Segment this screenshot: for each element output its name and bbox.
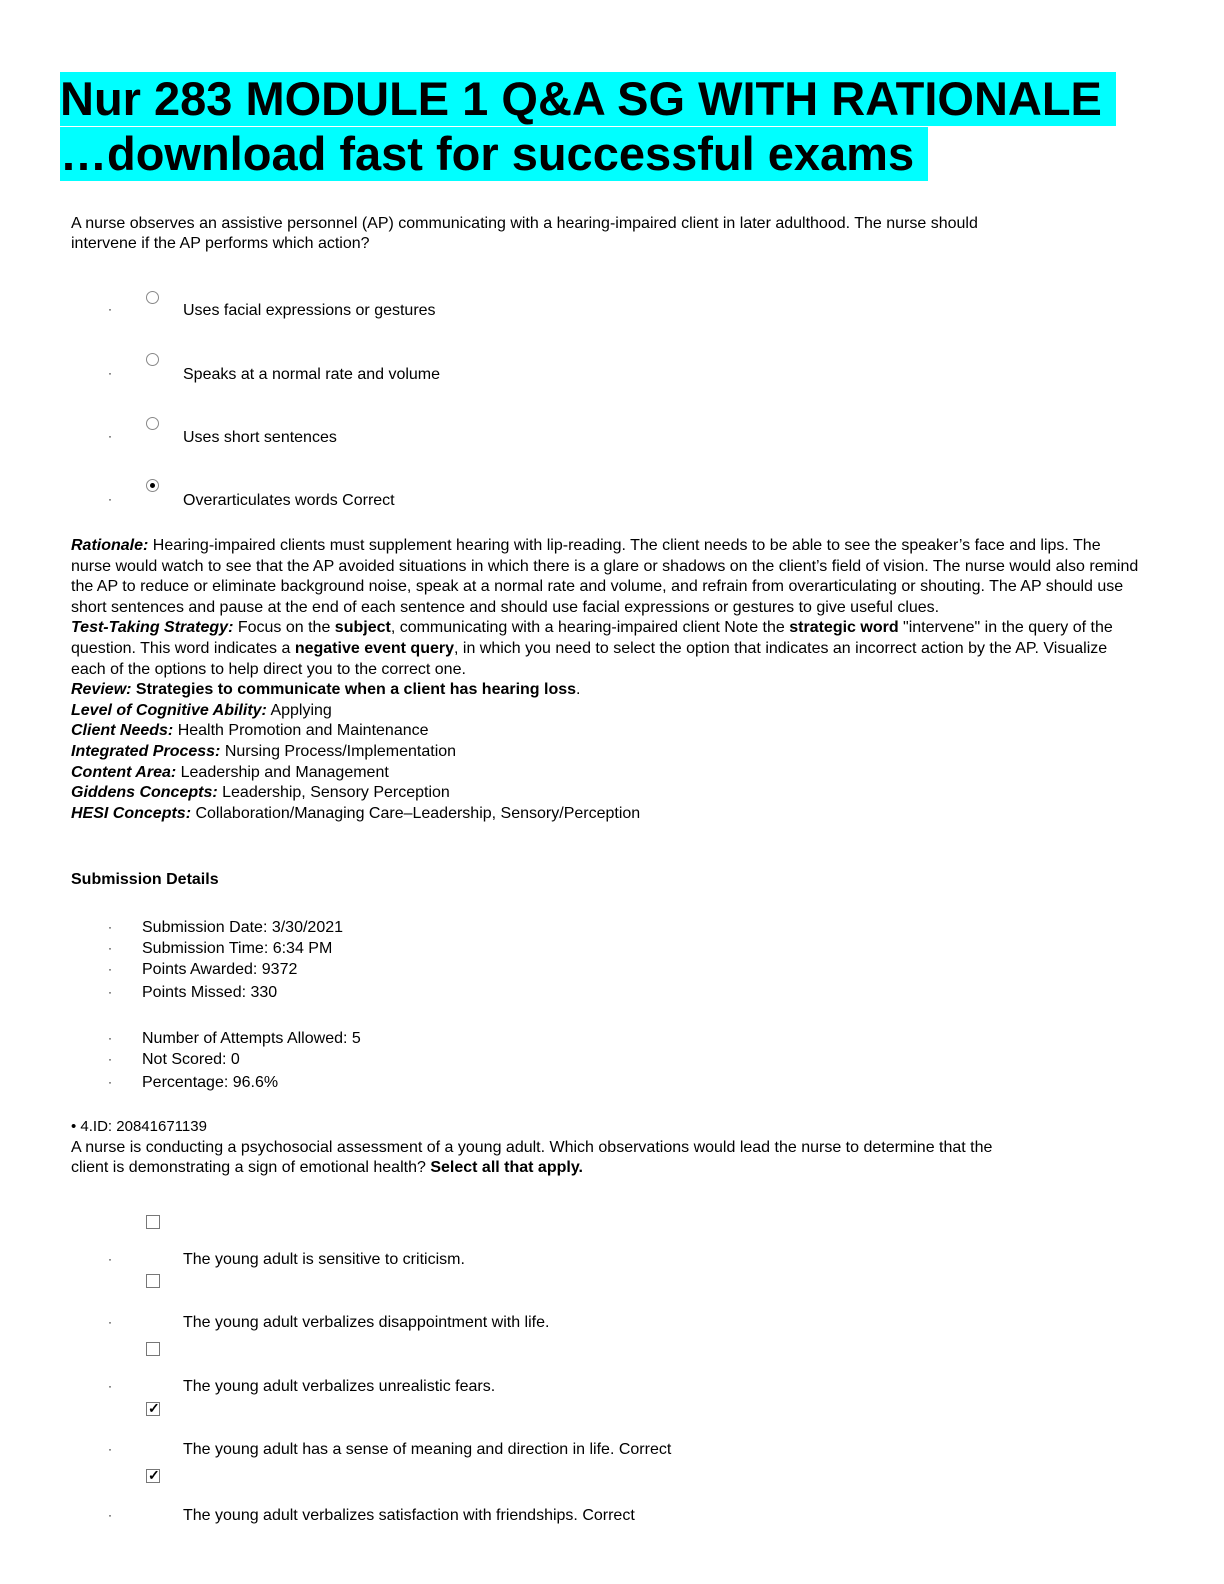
- bullet-icon: ·: [108, 941, 112, 955]
- meta-line: [71, 763, 1141, 784]
- meta-label: Content Area:: [71, 763, 177, 781]
- radio-button-selected[interactable]: [146, 479, 159, 492]
- checkbox[interactable]: [146, 1215, 160, 1229]
- meta-label: Giddens Concepts:: [71, 784, 218, 802]
- select-all-instruction: Select all that apply.: [430, 1159, 583, 1176]
- bullet-icon: ·: [108, 1075, 112, 1089]
- checkbox[interactable]: [146, 1274, 160, 1288]
- page-title-line-1: Nur 283 MODULE 1 Q&A SG WITH RATIONALE: [60, 72, 1116, 126]
- bullet-icon: ·: [108, 366, 112, 380]
- checkbox-checked[interactable]: [146, 1402, 160, 1416]
- strategy-label: Test-Taking Strategy:: [71, 619, 234, 637]
- bullet-icon: ·: [108, 1031, 112, 1045]
- meta-value: Collaboration/Managing Care–Leadership, Sensory/Perception: [191, 804, 641, 822]
- bullet-icon: ·: [108, 1252, 112, 1266]
- bullet-icon: ·: [108, 429, 112, 443]
- bullet-icon: ·: [108, 985, 112, 999]
- meta-line: [71, 783, 1141, 804]
- meta-line: [71, 701, 1141, 722]
- option-label: The young adult has a sense of meaning and direction in life. Correct: [183, 1441, 672, 1458]
- strategy-bold-subject: subject: [334, 619, 391, 637]
- review-text: Strategies to communicate when a client has hearing loss: [131, 681, 577, 699]
- meta-value: Leadership, Sensory Perception: [217, 784, 450, 802]
- meta-label: Level of Cognitive Ability:: [71, 701, 267, 719]
- question-2-id: • 4.ID: 20841671139: [71, 1118, 207, 1135]
- option-label: Uses short sentences: [183, 429, 337, 446]
- option-label: Overarticulates words Correct: [183, 492, 395, 509]
- question-2-stem-line-2: [71, 1158, 583, 1178]
- option-label: The young adult verbalizes unrealistic fears.: [183, 1378, 496, 1395]
- radio-button[interactable]: [146, 353, 159, 366]
- strategy-bold-word: strategic word: [789, 619, 899, 637]
- review-label: Review:: [71, 681, 132, 699]
- meta-label: Client Needs:: [71, 722, 174, 740]
- question-1-stem-line-1: A nurse observes an assistive personnel (AP) communicating with a hearing-impaired client in later adulthood. The nurse should: [71, 215, 978, 232]
- checkbox-checked[interactable]: [146, 1469, 160, 1483]
- review-end: .: [576, 681, 581, 699]
- strategy-text: , communicating with a hearing-impaired client Note the: [390, 619, 790, 637]
- option-label: The young adult is sensitive to criticism.: [183, 1251, 465, 1268]
- meta-line: [71, 804, 1141, 825]
- meta-label: Integrated Process:: [71, 742, 221, 760]
- bullet-icon: ·: [108, 1508, 112, 1522]
- meta-value: Applying: [266, 701, 332, 719]
- checkbox[interactable]: [146, 1342, 160, 1356]
- strategy-text: "intervene" in the query of the question. This word indicates a: [71, 619, 1113, 657]
- points-awarded: Points Awarded: 9372: [142, 961, 298, 978]
- checkmark-icon: ✓: [148, 1400, 160, 1416]
- submission-heading: Submission Details: [71, 871, 219, 888]
- meta-value: Leadership and Management: [176, 763, 389, 781]
- bullet-icon: ·: [108, 1379, 112, 1393]
- bullet-icon: ·: [108, 492, 112, 506]
- option-label: The young adult verbalizes satisfaction with friendships. Correct: [183, 1507, 635, 1524]
- meta-line: [71, 721, 1141, 742]
- meta-label: HESI Concepts:: [71, 804, 192, 822]
- strategy-text: , in which you need to select the option that indicates an incorrect action by the AP. Visualize each of the options to help direct you to the correct one.: [71, 639, 1108, 678]
- review-line: [71, 680, 1141, 701]
- rationale-block: [71, 536, 1141, 824]
- strategy-paragraph: [71, 618, 1141, 680]
- question-2-stem-text: client is demonstrating a sign of emotional health?: [71, 1159, 431, 1176]
- rationale-label: Rationale:: [71, 537, 149, 554]
- rationale-text: Hearing-impaired clients must supplement hearing with lip-reading. The client needs to be able to see the speaker’s face and lips. The nurse would watch to see that the AP avoided situations in which there is a glare or shadows on the client’s field of vision. The nurse would also remind the AP to reduce or eliminate background noise, speak at a normal rate and volume, and refrain from overarticulating or shouting. The AP should use short sentences and pause at the end of each sentence and should use facial expressions or gestures to give useful clues.: [71, 537, 1139, 616]
- option-label: The young adult verbalizes disappointment with life.: [183, 1314, 550, 1331]
- checkmark-icon: ✓: [148, 1467, 160, 1483]
- bullet-icon: ·: [108, 1315, 112, 1329]
- not-scored: Not Scored: 0: [142, 1051, 240, 1068]
- bullet-icon: ·: [108, 1052, 112, 1066]
- question-1-stem-line-2: intervene if the AP performs which action?: [71, 235, 370, 252]
- meta-value: Health Promotion and Maintenance: [173, 722, 429, 740]
- submission-time: Submission Time: 6:34 PM: [142, 940, 333, 957]
- bullet-icon: ·: [108, 302, 112, 316]
- submission-date: Submission Date: 3/30/2021: [142, 919, 344, 936]
- meta-line: [71, 742, 1141, 763]
- meta-value: Nursing Process/Implementation: [220, 742, 457, 760]
- percentage: Percentage: 96.6%: [142, 1074, 279, 1091]
- rationale-paragraph: [71, 536, 1141, 618]
- strategy-text: Focus on the: [233, 619, 335, 637]
- bullet-icon: ·: [108, 962, 112, 976]
- bullet-icon: ·: [108, 1442, 112, 1456]
- question-2-stem-line-1: A nurse is conducting a psychosocial assessment of a young adult. Which observations would lead the nurse to determine that the: [71, 1139, 993, 1156]
- option-label: Uses facial expressions or gestures: [183, 302, 436, 319]
- bullet-icon: ·: [108, 920, 112, 934]
- option-label: Speaks at a normal rate and volume: [183, 366, 441, 383]
- radio-button[interactable]: [146, 291, 159, 304]
- strategy-bold-query: negative event query: [294, 639, 454, 657]
- points-missed: Points Missed: 330: [142, 984, 278, 1001]
- attempts-allowed: Number of Attempts Allowed: 5: [142, 1030, 361, 1047]
- page-title-line-2: …download fast for successful exams: [60, 127, 928, 181]
- radio-button[interactable]: [146, 417, 159, 430]
